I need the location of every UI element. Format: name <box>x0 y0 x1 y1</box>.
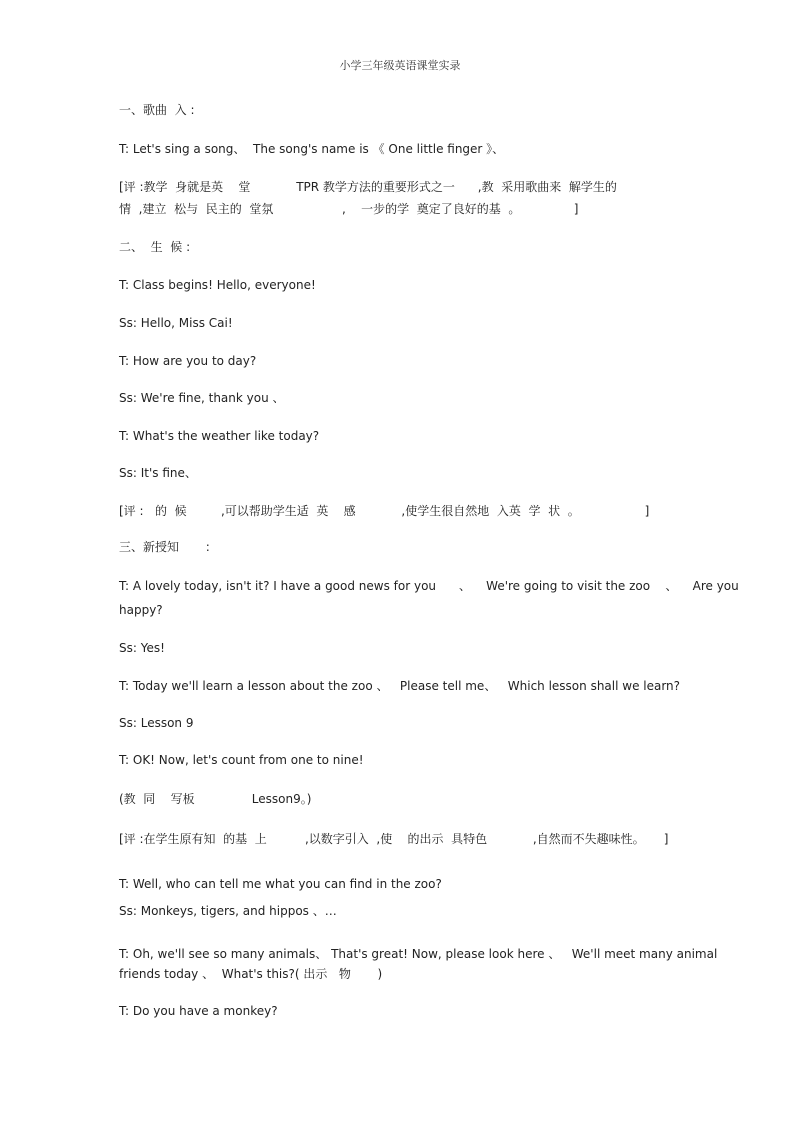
stage-note: (教 同 写板 Lesson9。) <box>119 792 312 806</box>
section-heading-3: 三、新授知 : <box>119 540 210 554</box>
document-title: 小学三年级英语课堂实录 <box>339 59 461 72</box>
section-heading-2: 二、 生 候 : <box>119 240 191 254</box>
comment-line: [评 :在学生原有知 的基 上 ,以数字引入 ,使 的出示 具特色 ,自然而不失趣味性。 ] <box>119 832 669 846</box>
dialogue-line: T: Let's sing a song、 The song's name is 《 One little finger 》、 <box>119 142 505 156</box>
dialogue-line: Ss: We're fine, thank you 、 <box>119 391 285 405</box>
dialogue-line: T: OK! Now, let's count from one to nine! <box>119 753 364 767</box>
comment-line: [评 :教学 身就是英 堂 TPR 教学方法的重要形式之一 ,教 采用歌曲来 解学生的 <box>119 180 617 194</box>
comment-line: 情 ,建立 松与 民主的 堂氛 , 一步的学 奠定了良好的基 。 ] <box>119 202 579 216</box>
dialogue-line: Ss: It's fine、 <box>119 466 197 480</box>
dialogue-line: friends today 、 What's this?( 出示 物 ) <box>119 967 383 981</box>
dialogue-line: Ss: Hello, Miss Cai! <box>119 316 233 330</box>
dialogue-line: T: A lovely today, isn't it? I have a good news for you 、 We're going to visit the zoo 、 Are you <box>119 579 739 593</box>
dialogue-line: Ss: Monkeys, tigers, and hippos 、… <box>119 904 337 918</box>
dialogue-line: T: Oh, we'll see so many animals、 That's great! Now, please look here 、 We'll meet many animal <box>119 947 718 961</box>
dialogue-line: T: Well, who can tell me what you can find in the zoo? <box>119 877 442 891</box>
dialogue-line: T: What's the weather like today? <box>119 429 320 443</box>
dialogue-line: T: Today we'll learn a lesson about the zoo 、 Please tell me、 Which lesson shall we learn? <box>119 679 681 693</box>
section-heading-1: 一、歌曲 入 : <box>119 103 195 117</box>
dialogue-line: T: Do you have a monkey? <box>119 1004 278 1018</box>
dialogue-line: T: How are you to day? <box>119 354 257 368</box>
comment-line: [评 : 的 候 ,可以帮助学生适 英 感 ,使学生很自然地 入英 学 状 。 ] <box>119 504 650 518</box>
dialogue-line: happy? <box>119 603 163 617</box>
dialogue-line: Ss: Yes! <box>119 641 165 655</box>
dialogue-line: T: Class begins! Hello, everyone! <box>119 278 316 292</box>
dialogue-line: Ss: Lesson 9 <box>119 716 194 730</box>
